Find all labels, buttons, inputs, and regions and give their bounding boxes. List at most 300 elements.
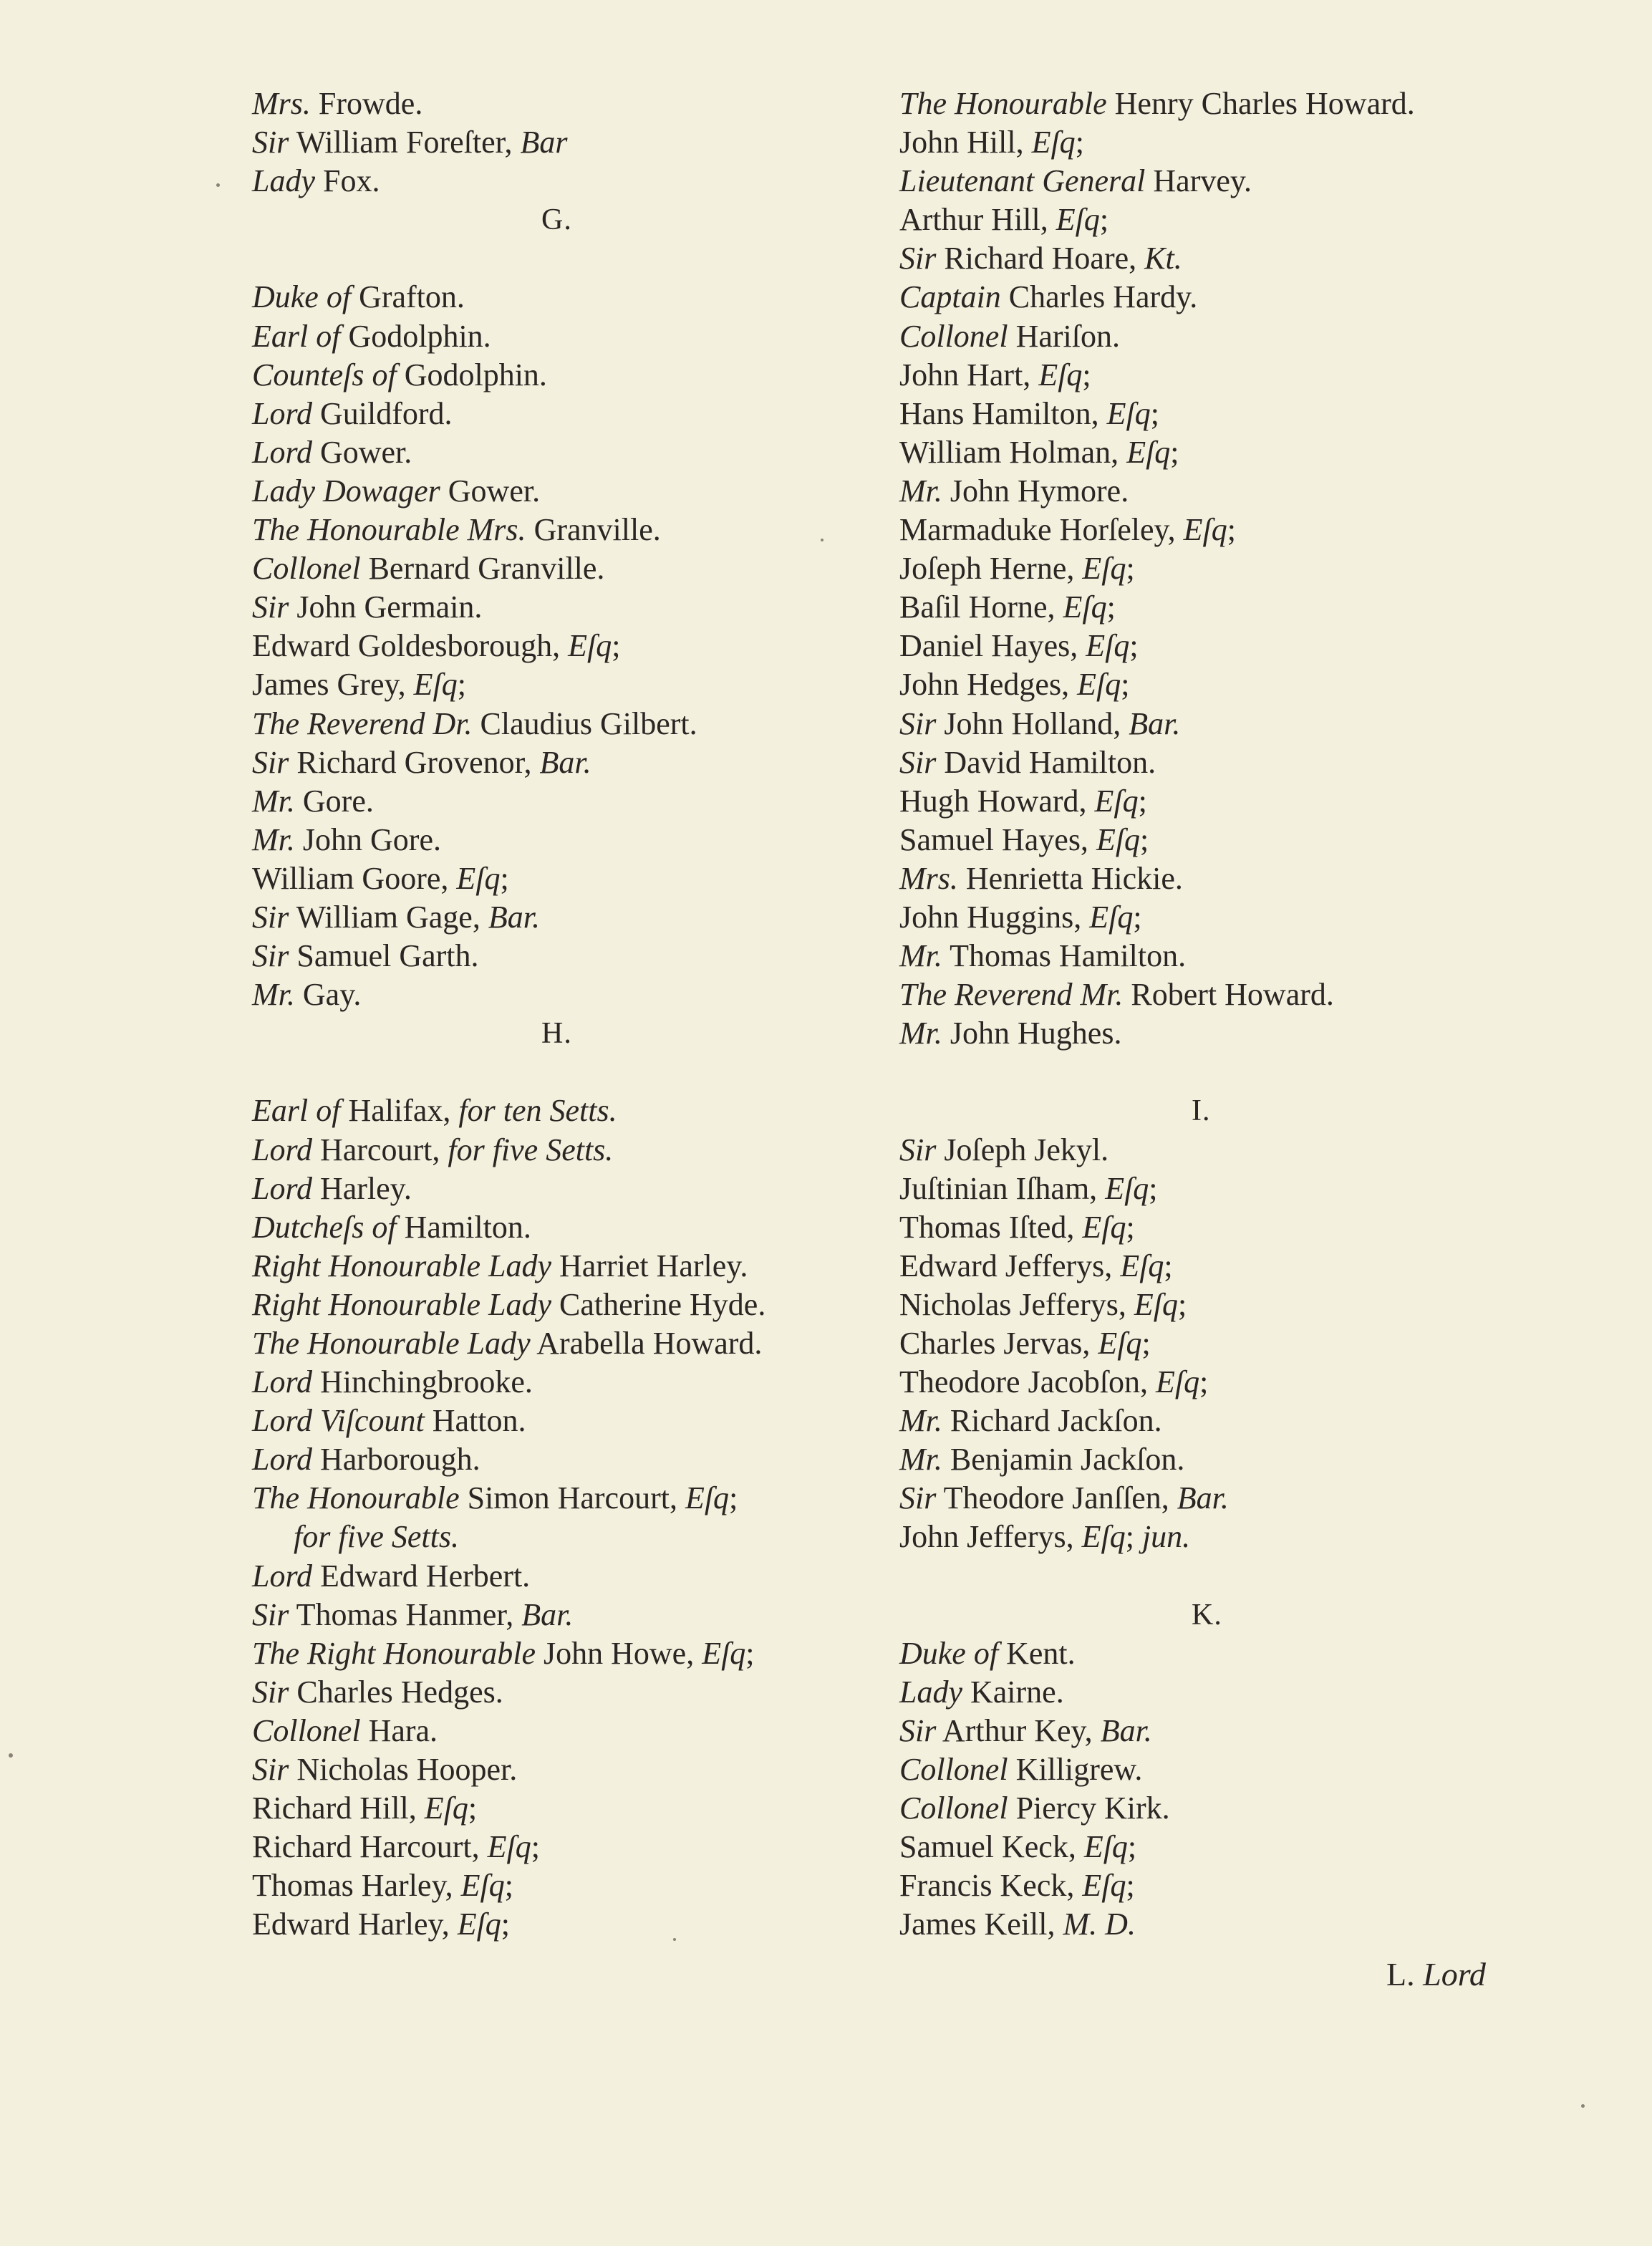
- roman-text: Richard Jackſon.: [942, 1403, 1162, 1439]
- subscriber-entry: [899, 433, 1530, 472]
- italic-text: Eſq: [702, 1635, 746, 1671]
- italic-text: Lord Viſcount: [252, 1403, 425, 1439]
- roman-text: ;: [1140, 821, 1149, 857]
- italic-text: Mr.: [899, 1016, 942, 1051]
- italic-text: Mr.: [252, 821, 295, 857]
- catchword-word: Lord: [1423, 1956, 1486, 1992]
- subscriber-entry: [899, 782, 1530, 821]
- roman-text: John Howe,: [535, 1635, 702, 1671]
- roman-text: William Holman,: [899, 434, 1127, 470]
- subscriber-entry: [252, 705, 882, 743]
- italic-text: Kt.: [1144, 241, 1182, 276]
- roman-text: ;: [1129, 628, 1139, 664]
- subscriber-entry: [252, 1673, 882, 1712]
- roman-text: Robert Howard.: [1123, 977, 1334, 1013]
- roman-text: Baſil Horne,: [899, 589, 1063, 625]
- subscriber-entry: [899, 898, 1530, 937]
- roman-text: John Hart,: [899, 357, 1039, 392]
- subscriber-entry: [899, 278, 1530, 317]
- italic-text: Collonel: [899, 1752, 1008, 1788]
- subscriber-entry: [899, 1247, 1530, 1286]
- subscriber-entry: [899, 123, 1530, 162]
- roman-text: Kent.: [998, 1635, 1076, 1671]
- italic-text: Eſq: [1038, 357, 1083, 392]
- italic-text: Eſq: [1086, 628, 1130, 664]
- paper-speck: [673, 1938, 676, 1941]
- subscriber-entry: [899, 1402, 1530, 1440]
- italic-text: for ten Setts.: [458, 1093, 617, 1129]
- subscriber-entry: [899, 201, 1530, 239]
- subscriber-entry: [899, 1208, 1530, 1247]
- subscriber-entry: [252, 472, 882, 511]
- subscriber-entry: [899, 1440, 1530, 1479]
- italic-text: Mrs.: [252, 86, 311, 121]
- subscriber-entry: [252, 433, 882, 472]
- subscriber-entry: [899, 1170, 1530, 1208]
- italic-text: Eſq: [460, 1868, 505, 1904]
- roman-text: Godolphin.: [340, 318, 491, 354]
- subscriber-entry: [252, 85, 882, 123]
- roman-text: Edward Jefferys,: [899, 1248, 1121, 1283]
- italic-text: Bar.: [488, 899, 540, 935]
- subscriber-entry: [252, 395, 882, 433]
- roman-text: ;: [1075, 125, 1084, 160]
- roman-text: John Hill,: [899, 125, 1032, 160]
- roman-text: Richard Grovenor,: [289, 744, 540, 780]
- roman-text: Charles Hardy.: [1000, 279, 1198, 315]
- subscriber-entry: [899, 665, 1530, 704]
- subscriber-entry: [252, 1402, 882, 1440]
- roman-text: Gower.: [440, 473, 541, 509]
- subscriber-entry: [899, 1324, 1530, 1363]
- italic-text: Eſq: [1183, 512, 1227, 548]
- italic-text: Eſq: [1156, 1364, 1200, 1400]
- roman-text: Harborough.: [311, 1442, 480, 1478]
- italic-text: Eſq: [1063, 589, 1107, 625]
- subscriber-entry: [252, 1905, 882, 1944]
- italic-text: Eſq: [1031, 125, 1076, 160]
- section-letter-heading: [899, 1596, 1530, 1634]
- catchword-letter: L.: [1386, 1956, 1415, 1992]
- subscriber-entry: [899, 239, 1530, 278]
- subscriber-entry: [899, 1518, 1530, 1556]
- roman-text: Halifax,: [340, 1093, 459, 1129]
- subscriber-entry: [899, 1750, 1530, 1789]
- subscriber-entry: [252, 1557, 882, 1596]
- roman-text: Richard Hoare,: [936, 241, 1145, 276]
- italic-text: Dutcheſs of: [252, 1209, 397, 1245]
- roman-text: Bernard Granville.: [360, 551, 605, 587]
- roman-text: ;: [1126, 1868, 1135, 1904]
- blank-line: [252, 239, 882, 278]
- italic-text: Eſq: [1126, 434, 1171, 470]
- subscriber-entry: [899, 549, 1530, 588]
- roman-text: Joſeph Jekyl.: [936, 1132, 1109, 1167]
- italic-text: Sir: [252, 744, 289, 780]
- italic-text: Collonel: [252, 1712, 361, 1748]
- roman-text: Samuel Hayes,: [899, 821, 1096, 857]
- italic-text: Mr.: [252, 977, 295, 1013]
- italic-text: Mr.: [899, 473, 942, 509]
- italic-text: M. D.: [1063, 1907, 1136, 1942]
- subscriber-entry: [252, 1596, 882, 1634]
- roman-text: Henrietta Hickie.: [957, 860, 1183, 896]
- italic-text: Bar.: [521, 1596, 574, 1632]
- italic-text: Eſq: [1134, 1286, 1178, 1322]
- italic-text: Right Honourable Lady: [252, 1286, 551, 1322]
- italic-text: Eſq: [1105, 1170, 1149, 1206]
- subscriber-entry: [899, 356, 1530, 395]
- italic-text: The Honourable Mrs.: [252, 512, 526, 548]
- italic-text: Sir: [252, 1674, 289, 1710]
- roman-text: John Hughes.: [942, 1016, 1122, 1051]
- italic-text: Lord: [252, 1132, 312, 1167]
- subscriber-entry: [252, 123, 882, 162]
- italic-text: The Honourable: [899, 86, 1107, 121]
- italic-text: Eſq: [1056, 202, 1100, 238]
- roman-text: Edward Herbert.: [311, 1558, 531, 1594]
- roman-text: Hugh Howard,: [899, 783, 1095, 819]
- italic-text: Eſq: [487, 1829, 531, 1865]
- italic-text: The Reverend Mr.: [899, 977, 1124, 1013]
- roman-text: Gay.: [294, 977, 362, 1013]
- roman-text: John Huggins,: [899, 899, 1090, 935]
- italic-text: Sir: [899, 1132, 937, 1167]
- paper-speck: [9, 1753, 13, 1758]
- roman-text: Richard Harcourt,: [252, 1829, 488, 1865]
- italic-text: Sir: [252, 899, 289, 935]
- italic-text: Eſq: [1096, 821, 1141, 857]
- roman-text: ;: [468, 1790, 478, 1826]
- roman-text: Kairne.: [962, 1674, 1064, 1710]
- italic-text: Eſq: [1120, 1248, 1164, 1283]
- subscriber-entry: [252, 1440, 882, 1479]
- roman-text: Thomas Iſted,: [899, 1209, 1083, 1245]
- italic-text: jun.: [1141, 1519, 1191, 1555]
- italic-text: Sir: [899, 1712, 937, 1748]
- subscriber-entry: [899, 85, 1530, 123]
- italic-text: Sir: [899, 1480, 937, 1516]
- italic-text: Lord: [252, 1170, 312, 1206]
- subscriber-entry: [899, 859, 1530, 898]
- roman-text: Hamilton.: [396, 1209, 531, 1245]
- italic-text: Bar.: [539, 744, 591, 780]
- italic-text: The Right Honourable: [252, 1635, 536, 1671]
- roman-text: ;: [504, 1868, 513, 1904]
- italic-text: Eſq: [1082, 1209, 1126, 1245]
- subscriber-entry: [252, 1286, 882, 1324]
- roman-text: Hans Hamilton,: [899, 395, 1107, 431]
- roman-text: Harley.: [311, 1170, 412, 1206]
- subscriber-entry: [252, 1750, 882, 1789]
- subscriber-entry: [899, 821, 1530, 859]
- roman-text: Hariſon.: [1008, 318, 1120, 354]
- roman-text: Arthur Key,: [936, 1712, 1101, 1748]
- roman-text: ;: [1150, 395, 1159, 431]
- roman-text: Nicholas Jefferys,: [899, 1286, 1134, 1322]
- roman-text: Henry Charles Howard.: [1106, 86, 1415, 121]
- roman-text: Samuel Garth.: [289, 938, 479, 974]
- roman-text: Godolphin.: [396, 357, 547, 392]
- roman-text: Harvey.: [1145, 163, 1252, 199]
- italic-text: Lord: [252, 395, 312, 431]
- roman-text: Theodore Janſſen,: [936, 1480, 1177, 1516]
- roman-text: William Goore,: [252, 860, 457, 896]
- subscriber-entry: [899, 1673, 1530, 1712]
- subscriber-entry: [899, 1634, 1530, 1673]
- blank-line: [899, 1557, 1530, 1596]
- roman-text: Samuel Keck,: [899, 1829, 1084, 1865]
- subscriber-entry: [252, 627, 882, 665]
- subscriber-entry: [252, 1208, 882, 1247]
- roman-text: Piercy Kirk.: [1008, 1790, 1170, 1826]
- roman-text: H.: [541, 1017, 572, 1051]
- roman-text: ;: [1141, 1326, 1151, 1361]
- italic-text: Mr.: [252, 783, 295, 819]
- roman-text: James Grey,: [252, 667, 414, 703]
- roman-text: Thomas Hamilton.: [942, 938, 1187, 974]
- roman-text: John Gore.: [294, 821, 441, 857]
- roman-text: K.: [1192, 1598, 1222, 1632]
- paper-speck: [1581, 2104, 1585, 2108]
- section-letter-heading: [252, 1014, 882, 1053]
- subscriber-entry: [252, 898, 882, 937]
- italic-text: Sir: [252, 1752, 289, 1788]
- roman-text: ;: [1121, 667, 1130, 703]
- italic-text: Eſq: [456, 860, 501, 896]
- subscriber-entry: [252, 1324, 882, 1363]
- subscriber-entry: [252, 1131, 882, 1170]
- subscriber-entry: [252, 859, 882, 898]
- subscriber-entry: [899, 511, 1530, 549]
- italic-text: Eſq: [1082, 551, 1126, 587]
- roman-text: Gower.: [311, 434, 412, 470]
- roman-text: ;: [1125, 1519, 1142, 1555]
- roman-text: ;: [729, 1480, 738, 1516]
- italic-text: for five Setts.: [448, 1132, 614, 1167]
- subscriber-entry: [252, 511, 882, 549]
- roman-text: ;: [1227, 512, 1237, 548]
- italic-text: Captain: [899, 279, 1001, 315]
- subscriber-entry: [899, 395, 1530, 433]
- roman-text: ;: [1082, 357, 1091, 392]
- italic-text: Eſq: [1081, 1519, 1126, 1555]
- italic-text: Duke of: [252, 279, 352, 315]
- italic-text: Sir: [899, 241, 937, 276]
- subscriber-entry: [899, 1789, 1530, 1828]
- subscriber-entry: [899, 1363, 1530, 1402]
- section-letter-heading: [899, 1091, 1530, 1130]
- roman-text: ;: [457, 667, 466, 703]
- paper-speck: [821, 539, 823, 541]
- subscriber-entry: [899, 162, 1530, 201]
- subscriber-entry: [252, 1866, 882, 1905]
- italic-text: Eſq: [1098, 1326, 1142, 1361]
- roman-text: Catherine Hyde.: [551, 1286, 766, 1322]
- subscriber-entry: [252, 549, 882, 588]
- roman-text: John Hedges,: [899, 667, 1078, 703]
- italic-text: Eſq: [1094, 783, 1139, 819]
- subscriber-entry: [252, 317, 882, 356]
- roman-text: Nicholas Hooper.: [289, 1752, 518, 1788]
- italic-text: Collonel: [899, 1790, 1008, 1826]
- italic-text: Collonel: [252, 551, 361, 587]
- italic-text: Bar.: [1129, 705, 1181, 741]
- roman-text: Hara.: [360, 1712, 438, 1748]
- italic-text: Bar.: [1100, 1712, 1152, 1748]
- italic-text: Duke of: [899, 1635, 999, 1671]
- roman-text: ;: [1164, 1248, 1173, 1283]
- blank-line: [252, 1053, 882, 1091]
- subscriber-entry: [252, 975, 882, 1014]
- roman-text: ;: [1133, 899, 1142, 935]
- roman-text: ;: [1138, 783, 1147, 819]
- right-column: [899, 85, 1530, 1944]
- roman-text: G.: [541, 203, 572, 237]
- italic-text: Eſq: [1082, 1868, 1126, 1904]
- italic-text: Counteſs of: [252, 357, 397, 392]
- roman-text: Juſtinian Iſham,: [899, 1170, 1106, 1206]
- subscriber-entry: [899, 1866, 1530, 1905]
- roman-text: Harcourt,: [311, 1132, 448, 1167]
- roman-text: Hinchingbrooke.: [311, 1364, 533, 1400]
- subscriber-entry: [899, 1828, 1530, 1866]
- italic-text: Sir: [252, 125, 289, 160]
- italic-text: Eſq: [1106, 395, 1151, 431]
- subscriber-entry: [252, 1828, 882, 1866]
- roman-text: ;: [1106, 589, 1116, 625]
- roman-text: Daniel Hayes,: [899, 628, 1086, 664]
- subscriber-entry: [252, 1634, 882, 1673]
- italic-text: Collonel: [899, 318, 1008, 354]
- roman-text: Killigrew.: [1008, 1752, 1143, 1788]
- italic-text: Eſq: [1089, 899, 1134, 935]
- roman-text: Francis Keck,: [899, 1868, 1083, 1904]
- roman-text: ;: [500, 860, 509, 896]
- subscriber-entry: [899, 1905, 1530, 1944]
- roman-text: ;: [531, 1829, 540, 1865]
- roman-text: Benjamin Jackſon.: [942, 1442, 1185, 1478]
- roman-text: Richard Hill,: [252, 1790, 425, 1826]
- italic-text: Bar.: [1177, 1480, 1229, 1516]
- subscriber-entry: [252, 162, 882, 201]
- subscriber-entry: [252, 1479, 882, 1518]
- italic-text: Lord: [252, 434, 312, 470]
- italic-text: Eſq: [413, 667, 458, 703]
- roman-text: Theodore Jacobſon,: [899, 1364, 1156, 1400]
- italic-text: Mr.: [899, 938, 942, 974]
- roman-text: Edward Goldesborough,: [252, 628, 569, 664]
- subscriber-entry: [252, 1247, 882, 1286]
- catchword: [1386, 1955, 1486, 1994]
- roman-text: Thomas Hanmer,: [289, 1596, 522, 1632]
- italic-text: Eſq: [568, 628, 612, 664]
- italic-text: Eſq: [457, 1907, 501, 1942]
- paper-speck: [216, 183, 220, 187]
- roman-text: William Gage,: [289, 899, 488, 935]
- roman-text: Frowde.: [310, 86, 423, 121]
- italic-text: Eſq: [685, 1480, 730, 1516]
- roman-text: ;: [745, 1635, 755, 1671]
- roman-text: Harriet Harley.: [551, 1248, 748, 1283]
- roman-text: ;: [612, 628, 621, 664]
- subscriber-entry: [252, 1363, 882, 1402]
- roman-text: Arabella Howard.: [530, 1326, 763, 1361]
- italic-text: Lady Dowager: [252, 473, 440, 509]
- italic-text: Bar: [520, 125, 568, 160]
- subscriber-entry: [899, 627, 1530, 665]
- italic-text: Mr.: [899, 1442, 942, 1478]
- roman-text: ;: [1099, 202, 1109, 238]
- subscriber-entry: [899, 1479, 1530, 1518]
- italic-text: Earl of: [252, 1093, 341, 1129]
- subscriber-entry: [252, 665, 882, 704]
- subscriber-entry: [252, 782, 882, 821]
- subscriber-entry: [899, 1712, 1530, 1750]
- blank-line: [899, 1053, 1530, 1091]
- section-letter-heading: [252, 201, 882, 239]
- roman-text: Thomas Harley,: [252, 1868, 461, 1904]
- italic-text: The Reverend Dr.: [252, 705, 473, 741]
- subscriber-entry: [252, 1091, 882, 1130]
- subscriber-entry: [252, 588, 882, 627]
- roman-text: ;: [1126, 551, 1135, 587]
- subscriber-entry: [899, 472, 1530, 511]
- italic-text: Right Honourable Lady: [252, 1248, 551, 1283]
- italic-text: Eſq: [1083, 1829, 1128, 1865]
- subscriber-entry: [899, 705, 1530, 743]
- roman-text: Charles Hedges.: [289, 1674, 503, 1710]
- roman-text: John Jefferys,: [899, 1519, 1082, 1555]
- italic-text: Mrs.: [899, 860, 958, 896]
- roman-text: Hatton.: [424, 1403, 526, 1439]
- roman-text: ;: [1177, 1286, 1187, 1322]
- subscriber-entry: [252, 1170, 882, 1208]
- subscriber-entry: [252, 356, 882, 395]
- italic-text: for five Setts.: [294, 1519, 459, 1555]
- roman-text: John Holland,: [936, 705, 1129, 741]
- subscriber-entry: [899, 1014, 1530, 1053]
- roman-text: William Foreſter,: [289, 125, 521, 160]
- roman-text: Guildford.: [311, 395, 453, 431]
- italic-text: Lady: [252, 163, 315, 199]
- subscriber-entry: [899, 975, 1530, 1014]
- subscriber-entry: [252, 1518, 882, 1556]
- subscriber-entry: [899, 317, 1530, 356]
- subscriber-entry: [899, 1286, 1530, 1324]
- roman-text: ;: [1199, 1364, 1209, 1400]
- italic-text: Mr.: [899, 1403, 942, 1439]
- roman-text: ;: [1170, 434, 1179, 470]
- italic-text: Eſq: [1077, 667, 1121, 703]
- roman-text: ;: [1127, 1829, 1137, 1865]
- subscriber-entry: [252, 1789, 882, 1828]
- italic-text: Sir: [252, 938, 289, 974]
- roman-text: Grafton.: [351, 279, 465, 315]
- italic-text: Sir: [899, 705, 937, 741]
- subscriber-entry: [252, 937, 882, 975]
- subscriber-entry: [252, 278, 882, 317]
- roman-text: James Keill,: [899, 1907, 1063, 1942]
- roman-text: I.: [1192, 1094, 1211, 1128]
- italic-text: Earl of: [252, 318, 341, 354]
- roman-text: ;: [501, 1907, 511, 1942]
- roman-text: Gore.: [294, 783, 374, 819]
- italic-text: Lieutenant General: [899, 163, 1146, 199]
- subscriber-entry: [899, 743, 1530, 782]
- italic-text: Lord: [252, 1364, 312, 1400]
- roman-text: Claudius Gilbert.: [472, 705, 697, 741]
